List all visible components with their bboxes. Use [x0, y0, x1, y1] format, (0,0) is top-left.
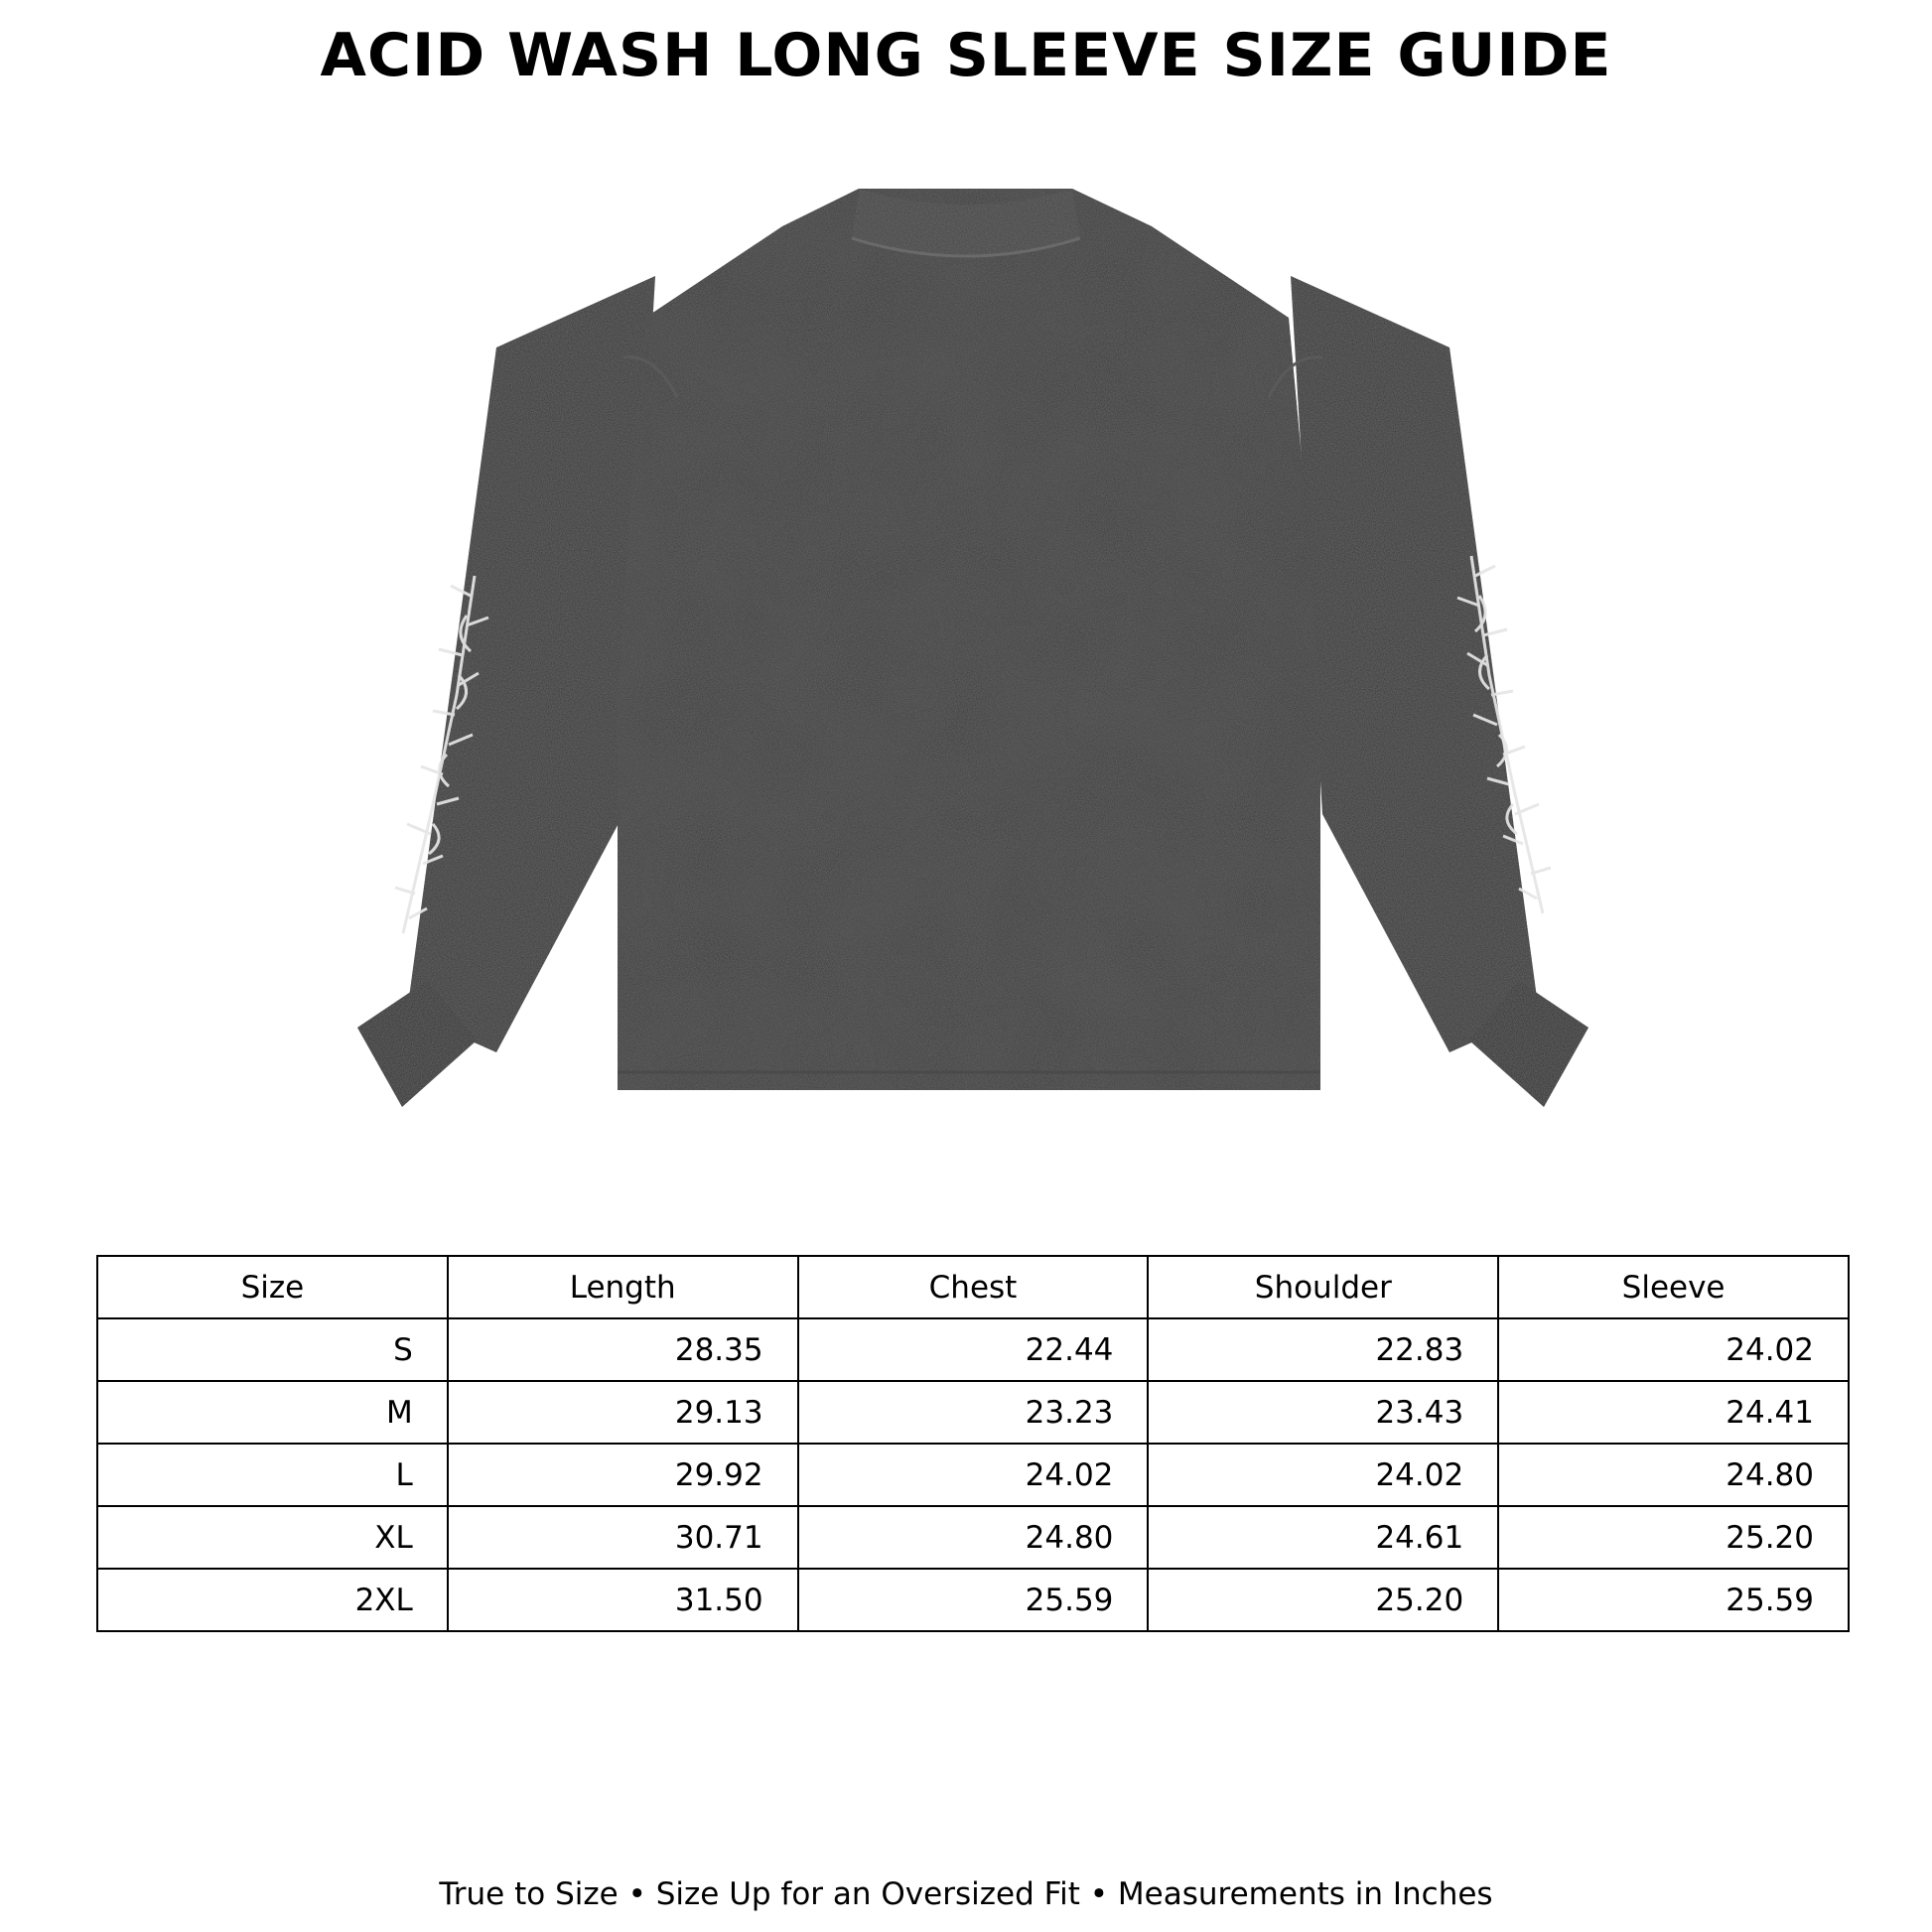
- cell-shoulder: 23.43: [1148, 1381, 1498, 1444]
- table-row: [97, 1444, 1849, 1506]
- header-length: Length: [448, 1256, 798, 1318]
- table-row: [97, 1318, 1849, 1381]
- long-sleeve-shirt-icon: [328, 179, 1618, 1122]
- size-table: [96, 1255, 1850, 1632]
- cell-chest: 24.80: [798, 1506, 1149, 1569]
- right-sleeve: [1291, 276, 1539, 1052]
- cell-length: 31.50: [448, 1569, 798, 1631]
- page-title: ACID WASH LONG SLEEVE SIZE GUIDE: [320, 21, 1612, 90]
- cell-chest: 23.23: [798, 1381, 1149, 1444]
- cell-sleeve: 25.59: [1498, 1569, 1849, 1631]
- cell-length: 30.71: [448, 1506, 798, 1569]
- cell-size: 2XL: [97, 1569, 448, 1631]
- cell-shoulder: 24.02: [1148, 1444, 1498, 1506]
- cell-sleeve: 24.80: [1498, 1444, 1849, 1506]
- header-shoulder: Shoulder: [1148, 1256, 1498, 1318]
- cell-size: XL: [97, 1506, 448, 1569]
- cell-chest: 22.44: [798, 1318, 1149, 1381]
- cell-size: M: [97, 1381, 448, 1444]
- cell-sleeve: 24.02: [1498, 1318, 1849, 1381]
- cell-sleeve: 24.41: [1498, 1381, 1849, 1444]
- header-chest: Chest: [798, 1256, 1149, 1318]
- table-header-row: [97, 1256, 1849, 1318]
- cell-chest: 24.02: [798, 1444, 1149, 1506]
- cell-length: 28.35: [448, 1318, 798, 1381]
- cell-length: 29.92: [448, 1444, 798, 1506]
- cell-size: L: [97, 1444, 448, 1506]
- cell-sleeve: 25.20: [1498, 1506, 1849, 1569]
- table-row: [97, 1506, 1849, 1569]
- cell-chest: 25.59: [798, 1569, 1149, 1631]
- header-sleeve: Sleeve: [1498, 1256, 1849, 1318]
- table-row: [97, 1569, 1849, 1631]
- header-size: Size: [97, 1256, 448, 1318]
- table-row: [97, 1381, 1849, 1444]
- cell-shoulder: 25.20: [1148, 1569, 1498, 1631]
- cell-shoulder: 24.61: [1148, 1506, 1498, 1569]
- cell-shoulder: 22.83: [1148, 1318, 1498, 1381]
- cell-size: S: [97, 1318, 448, 1381]
- sizing-note: True to Size • Size Up for an Oversized Fit • Measurements in Inches: [439, 1876, 1493, 1912]
- cell-length: 29.13: [448, 1381, 798, 1444]
